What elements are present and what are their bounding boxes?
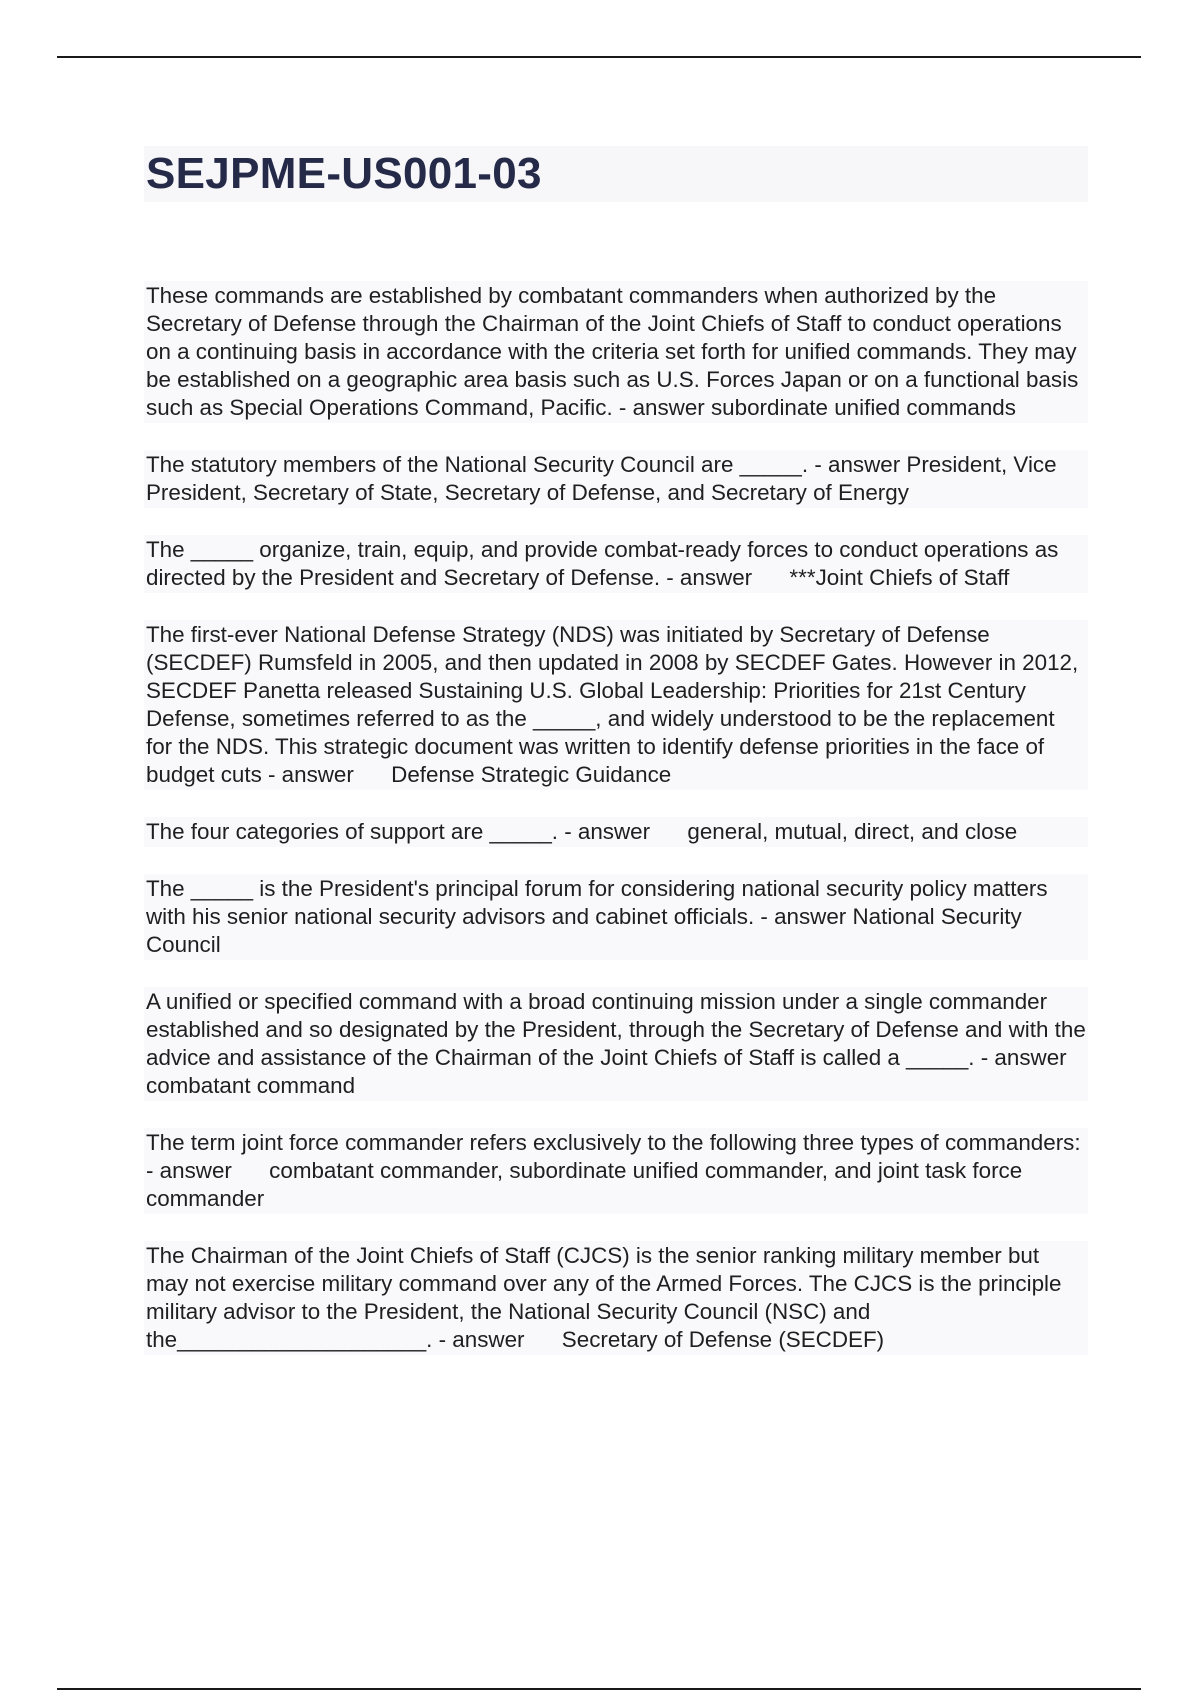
qa-item: The Chairman of the Joint Chiefs of Staff (CJCS) is the senior ranking military member but may not exercise military command over any of the Armed Forces. The CJCS is the principle military advisor to the President, the National Security Council (NSC) and the____________________. - answer Secretary of Defense (SECDEF) bbox=[144, 1241, 1088, 1355]
bottom-rule bbox=[57, 1688, 1141, 1690]
qa-item: The four categories of support are _____. - answer general, mutual, direct, and close bbox=[144, 817, 1088, 847]
qa-item: The term joint force commander refers exclusively to the following three types of commanders: - answer combatant commander, subordinate unified commander, and joint task force commander bbox=[144, 1128, 1088, 1214]
qa-item: The statutory members of the National Security Council are _____. - answer President, Vice President, Secretary of State, Secretary of Defense, and Secretary of Energy bbox=[144, 450, 1088, 508]
qa-list bbox=[144, 281, 1104, 1382]
qa-item: A unified or specified command with a broad continuing mission under a single commander established and so designated by the President, through the Secretary of Defense and with the advice and assistance of the Chairman of the Joint Chiefs of Staff is called a _____. - answer combatant command bbox=[144, 987, 1088, 1101]
document-title: SEJPME-US001-03 bbox=[146, 149, 542, 198]
qa-item: The _____ organize, train, equip, and provide combat-ready forces to conduct operations as directed by the President and Secretary of Defense. - answer ***Joint Chiefs of Staff bbox=[144, 535, 1088, 593]
top-rule bbox=[57, 56, 1141, 58]
qa-item: These commands are established by combatant commanders when authorized by the Secretary of Defense through the Chairman of the Joint Chiefs of Staff to conduct operations on a continuing basis in accordance with the criteria set forth for unified commands. They may be established on a geographic area basis such as U.S. Forces Japan or on a functional basis such as Special Operations Command, Pacific. - answer subordinate unified commands bbox=[144, 281, 1088, 423]
qa-item: The _____ is the President's principal forum for considering national security policy matters with his senior national security advisors and cabinet officials. - answer National Security Council bbox=[144, 874, 1088, 960]
qa-item: The first-ever National Defense Strategy (NDS) was initiated by Secretary of Defense (SECDEF) Rumsfeld in 2005, and then updated in 2008 by SECDEF Gates. However in 2012, SECDEF Panetta released Sustaining U.S. Global Leadership: Priorities for 21st Century Defense, sometimes referred to as the _____, and widely understood to be the replacement for the NDS. This strategic document was written to identify defense priorities in the face of budget cuts - answer Defense Strategic Guidance bbox=[144, 620, 1088, 790]
